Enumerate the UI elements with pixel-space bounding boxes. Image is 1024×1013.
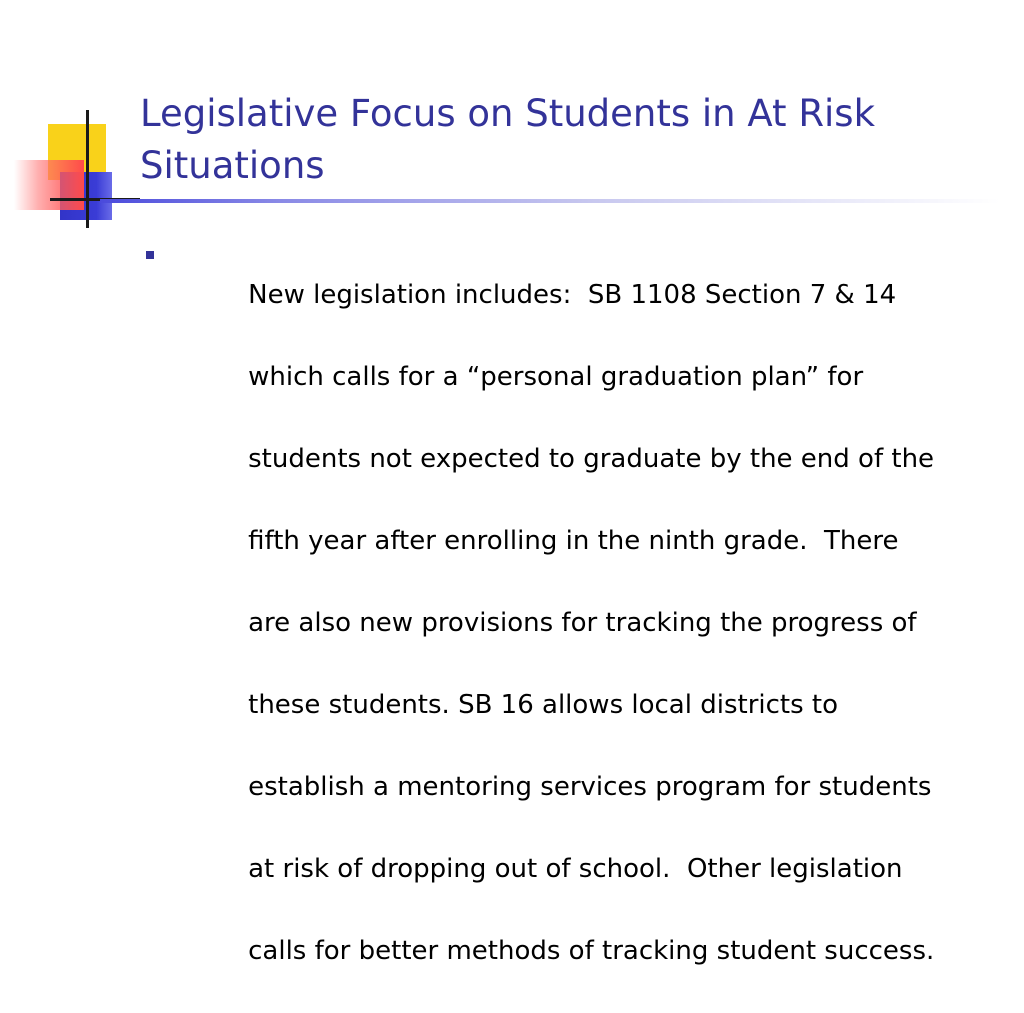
vertical-line-shape — [86, 110, 89, 228]
slide-body — [140, 234, 980, 1013]
slide-title-line-2: Situations — [140, 144, 325, 187]
bullet-line: calls for better methods of tracking student success. — [248, 936, 935, 966]
bullet-line: New legislation includes: SB 1108 Section 7 & 14 — [248, 280, 897, 310]
title-underline-rule — [100, 199, 1000, 203]
bullet-line: establish a mentoring services program for students — [248, 772, 932, 802]
bullet-line: these students. SB 16 allows local districts to — [248, 690, 839, 720]
bullet-line: are also new provisions for tracking the progress of — [248, 608, 917, 638]
bullet-item — [140, 234, 980, 1013]
bullet-line: fifth year after enrolling in the ninth grade. There — [248, 526, 899, 556]
slide-title — [140, 88, 1000, 192]
bullet-line: at risk of dropping out of school. Other legislation — [248, 854, 903, 884]
bullet-line: which calls for a “personal graduation plan” for — [248, 362, 864, 392]
red-square-shape — [14, 160, 84, 210]
logo-decoration — [0, 0, 140, 240]
bullet-line: students not expected to graduate by the end of the — [248, 444, 935, 474]
bullet-text — [182, 234, 980, 1013]
square-bullet-icon — [146, 251, 154, 259]
slide-title-line-1: Legislative Focus on Students in At Risk — [140, 92, 876, 135]
